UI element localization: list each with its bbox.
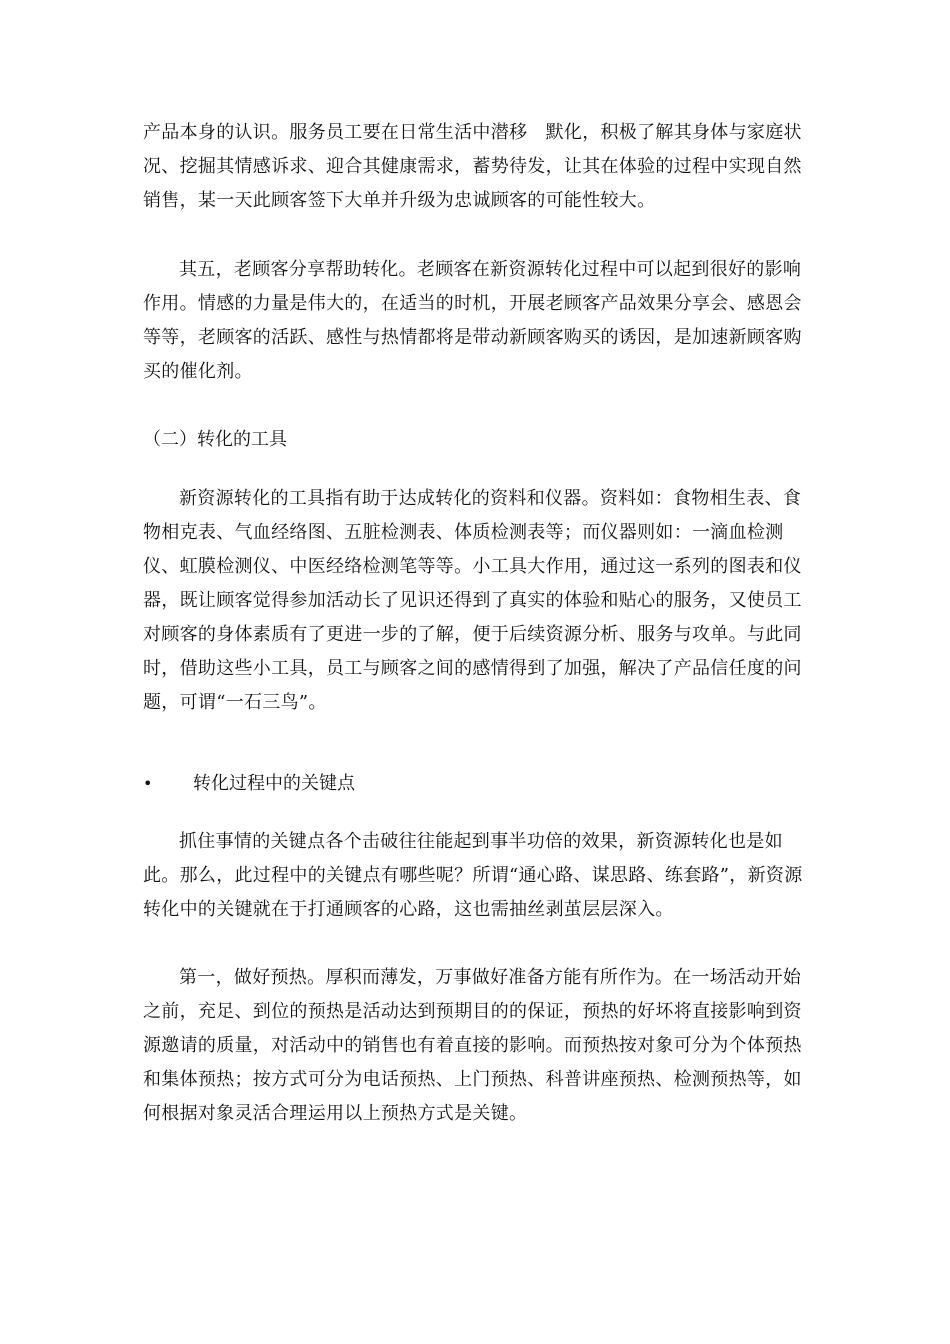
bullet-heading-row	[143, 767, 355, 801]
paragraph-1: 产品本身的认识。服务员工要在日常生活中潜移 默化，积极了解其身体与家庭状况、挖掘其情感诉求、迎合其健康需求，蓄势待发，让其在体验的过程中实现自然销售，某一天此顾客签下大单并升级为忠诚顾客的可能性较大。	[143, 122, 802, 211]
paragraph-3: 新资源转化的工具指有助于达成转化的资料和仪器。资料如：食物相生表、食物相克表、气血经络图、五脏检测表、体质检测表等；而仪器则如：一滴血检测仪、虹膜检测仪、中医经络检测笔等等。小工具大作用，通过这一系列的图表和仪器，既让顾客觉得参加活动长了见识还得到了真实的体验和贴心的服务，又使员工对顾客的身体素质有了更进一步的了解，便于后续资源分析、服务与攻单。与此同时，借助这些小工具，员工与顾客之间的感情得到了加强，解决了产品信任度的问题，可谓“一石三鸟”。	[143, 488, 802, 713]
paragraph-4: 抓住事情的关键点各个击破往往能起到事半功倍的效果，新资源转化也是如此。那么，此过程中的关键点有哪些呢？所谓“通心路、谋思路、练套路”，新资源转化中的关键就在于打通顾客的心路，这也需抽丝剥茧层层深入。	[143, 831, 803, 920]
bullet-icon: •	[143, 774, 153, 793]
section-heading-tools: （二）转化的工具	[143, 429, 287, 450]
bullet-heading-text: 转化过程中的关键点	[193, 773, 355, 794]
paragraph-2: 其五，老顾客分享帮助转化。老顾客在新资源转化过程中可以起到很好的影响作用。情感的力量是伟大的，在适当的时机，开展老顾客产品效果分享会、感恩会等等，老顾客的活跃、感性与热情都将是带动新顾客购买的诱因，是加速新顾客购买的催化剂。	[143, 259, 802, 382]
paragraph-5: 第一，做好预热。厚积而薄发，万事做好准备方能有所作为。在一场活动开始之前，充足、到位的预热是活动达到预期目的的保证，预热的好坏将直接影响到资源邀请的质量，对活动中的销售也有着直接的影响。而预热按对象可分为个体预热和集体预热；按方式可分为电话预热、上门预热、科普讲座预热、检测预热等，如何根据对象灵活合理运用以上预热方式是关键。	[143, 967, 802, 1124]
